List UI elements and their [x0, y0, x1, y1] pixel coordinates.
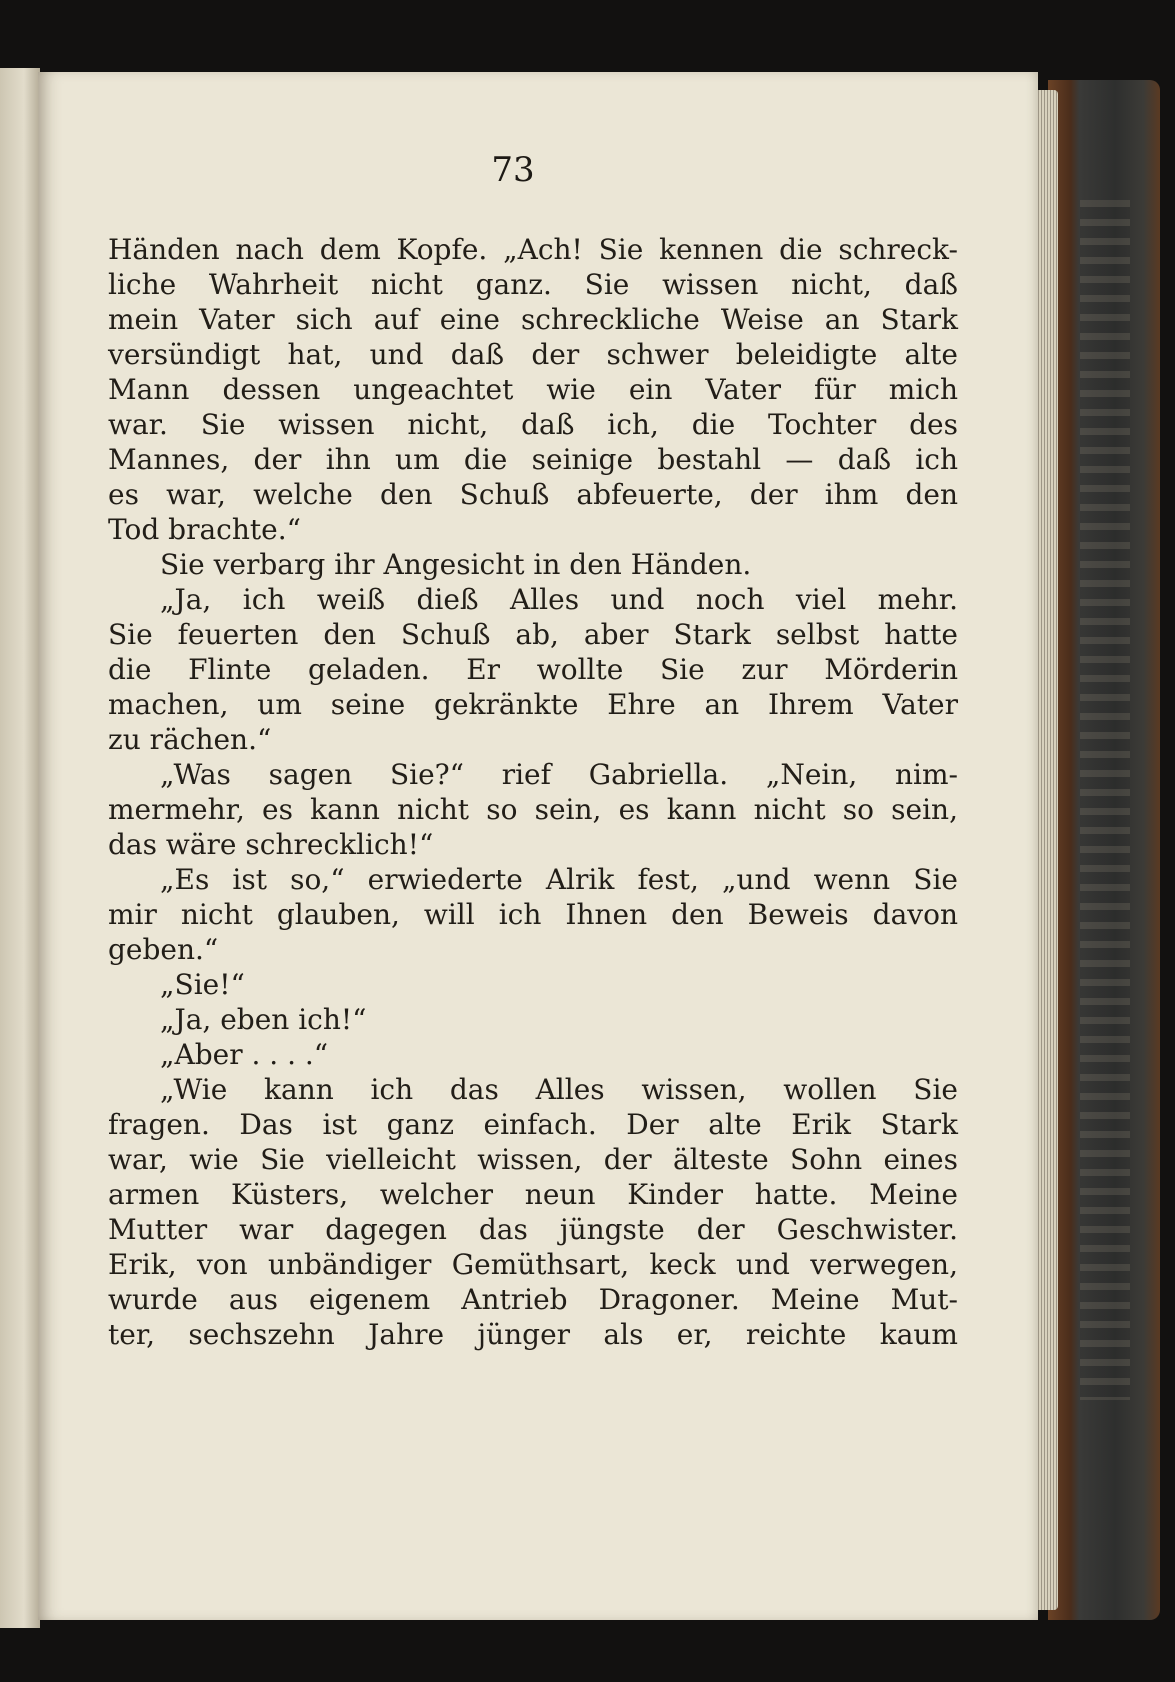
text-line: mir nicht glauben, will ich Ihnen den Beweis davon: [108, 898, 958, 931]
text-line: Sie feuerten den Schuß ab, aber Stark selbst hatte: [108, 618, 958, 651]
text-line: „Wie kann ich das Alles wissen, wollen Sie: [160, 1073, 958, 1106]
text-line: „Aber . . . .“: [160, 1038, 329, 1071]
text-line: die Flinte geladen. Er wollte Sie zur Mörderin: [108, 653, 958, 686]
text-line: Mannes, der ihn um die seinige bestahl — daß ich: [108, 443, 958, 476]
text-line: „Es ist so,“ erwiederte Alrik fest, „und wenn Sie: [160, 863, 958, 896]
text-line: geben.“: [108, 933, 219, 966]
text-line: armen Küsters, welcher neun Kinder hatte. Meine: [108, 1178, 958, 1211]
text-line: „Sie!“: [160, 968, 245, 1001]
text-line: fragen. Das ist ganz einfach. Der alte Erik Stark: [108, 1108, 958, 1141]
text-line: es war, welche den Schuß abfeuerte, der ihm den: [108, 478, 958, 511]
text-line: Mutter war dagegen das jüngste der Geschwister.: [108, 1213, 958, 1246]
text-line: wurde aus eigenem Antrieb Dragoner. Meine Mut-: [108, 1283, 958, 1316]
text-line: „Was sagen Sie?“ rief Gabriella. „Nein, nim-: [160, 758, 958, 791]
cover-texture: [1080, 200, 1130, 1400]
text-line: versündigt hat, und daß der schwer beleidigte alte: [108, 338, 958, 371]
text-line: machen, um seine gekränkte Ehre an Ihrem Vater: [108, 688, 958, 721]
text-line: mermehr, es kann nicht so sein, es kann nicht so sein,: [108, 793, 958, 826]
text-line: „Ja, ich weiß dieß Alles und noch viel mehr.: [160, 583, 958, 616]
text-line: war, wie Sie vielleicht wissen, der älteste Sohn eines: [108, 1143, 958, 1176]
text-line: „Ja, eben ich!“: [160, 1003, 367, 1036]
text-line: mein Vater sich auf eine schreckliche Weise an Stark: [108, 303, 958, 336]
text-line: Erik, von unbändiger Gemüthsart, keck und verwegen,: [108, 1248, 958, 1281]
facing-page-edge: [0, 68, 40, 1628]
text-line: das wäre schrecklich!“: [108, 828, 434, 861]
text-line: liche Wahrheit nicht ganz. Sie wissen nicht, daß: [108, 268, 958, 301]
text-line: Mann dessen ungeachtet wie ein Vater für mich: [108, 373, 958, 406]
text-line: Tod brachte.“: [108, 513, 301, 546]
text-line: ter, sechszehn Jahre jünger als er, reichte kaum: [108, 1318, 958, 1351]
body-text: [108, 232, 958, 1352]
book-page: [38, 72, 1038, 1620]
page-number: 73: [491, 150, 535, 190]
text-line: zu rächen.“: [108, 723, 272, 756]
text-line: Sie verbarg ihr Angesicht in den Händen.: [160, 548, 752, 581]
text-line: Händen nach dem Kopfe. „Ach! Sie kennen die schreck-: [108, 233, 958, 266]
text-line: war. Sie wissen nicht, daß ich, die Tochter des: [108, 408, 958, 441]
